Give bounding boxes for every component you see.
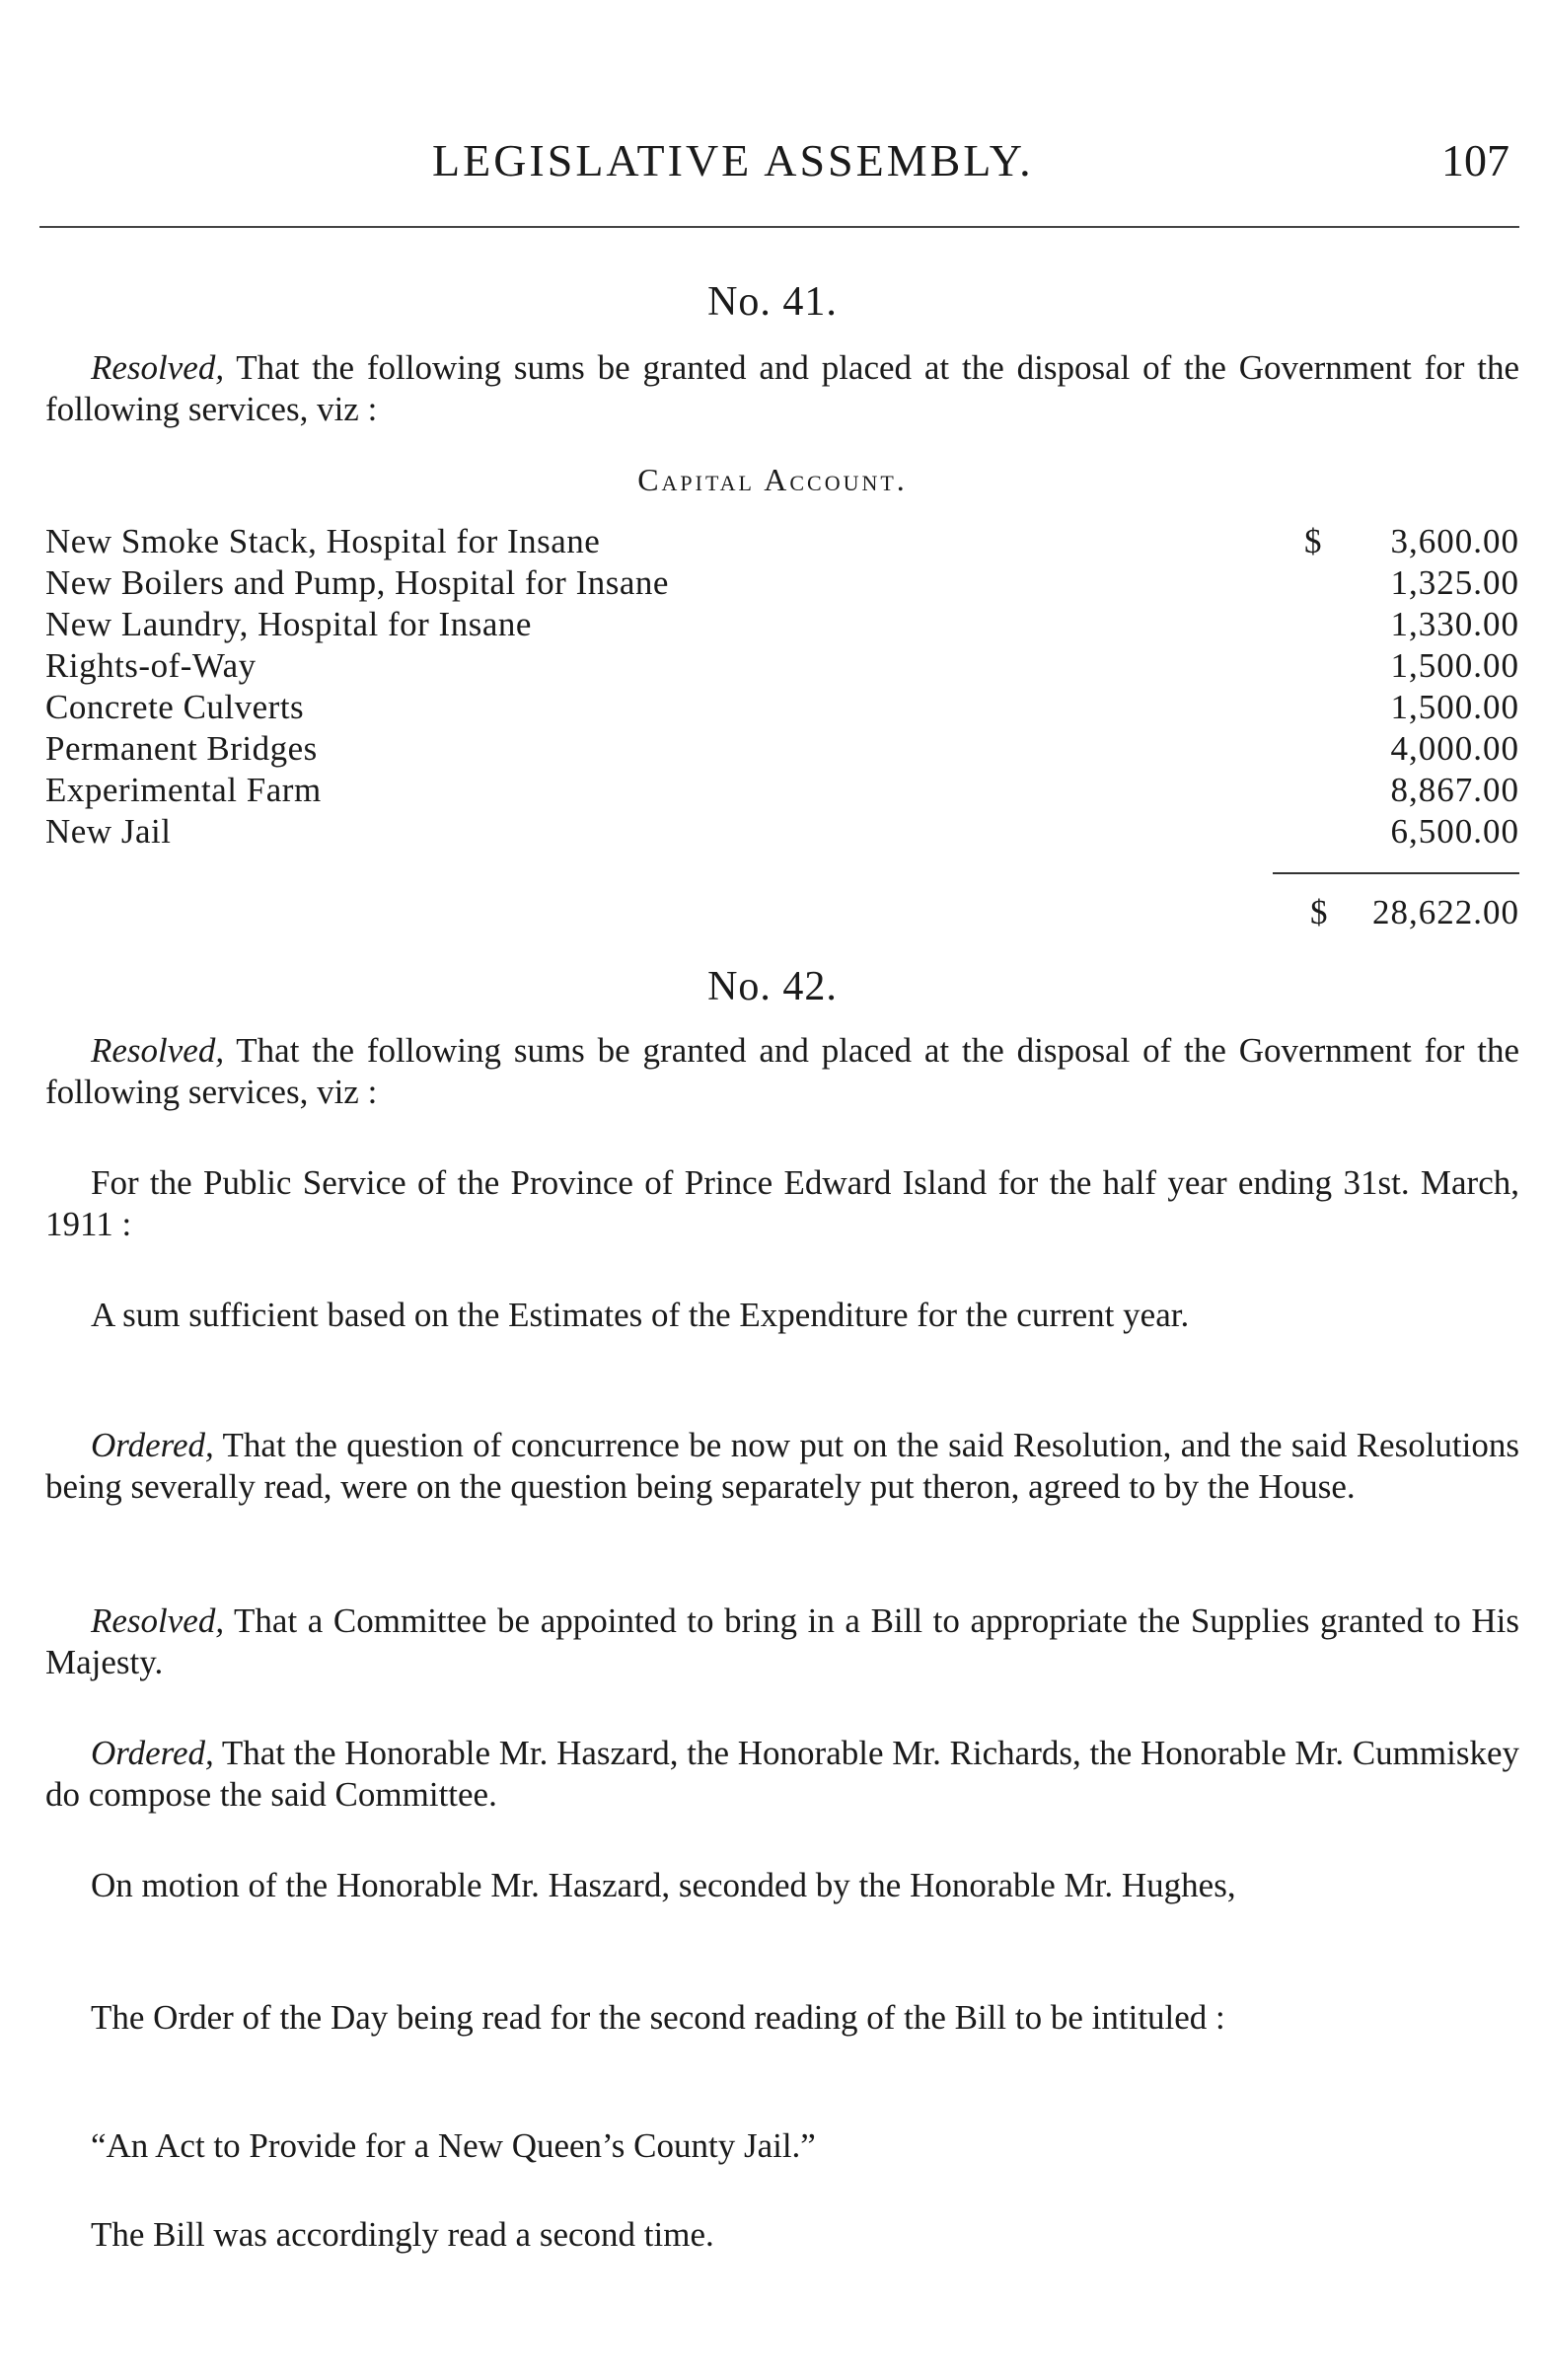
ledger-row bbox=[45, 770, 1519, 811]
sum-sufficient-text bbox=[45, 1295, 1519, 1336]
motion-text bbox=[45, 1865, 1519, 1906]
ordered-lead: Ordered, bbox=[91, 1734, 214, 1772]
ledger-currency: $ bbox=[1304, 522, 1322, 560]
public-service-text bbox=[45, 1162, 1519, 1245]
ledger-item-amount: 8,867.00 bbox=[1390, 771, 1519, 809]
ledger-item-amount: 1,330.00 bbox=[1390, 605, 1519, 643]
resolution-41-body: That the following sums be granted and placed at the disposal of the Government for the following services, viz : bbox=[45, 348, 1519, 428]
ordered-concurrence-body: That the question of concurrence be now put on the said Resolution, and the said Resolutions being severally read, were on the question being separately put theron, agreed to by the House. bbox=[45, 1426, 1519, 1506]
order-of-day-text bbox=[45, 1997, 1519, 2039]
resolution-41-paragraph bbox=[45, 347, 1519, 430]
ledger-item-amount: 1,500.00 bbox=[1390, 688, 1519, 726]
committee-members-body: That the Honorable Mr. Haszard, the Honorable Mr. Richards, the Honorable Mr. Cummiskey do compose the said Committee. bbox=[45, 1734, 1519, 1814]
capital-account-ledger bbox=[45, 521, 1519, 853]
bill-title-paragraph: “An Act to Provide for a New Queen’s County Jail.” bbox=[91, 2126, 816, 2165]
ordered-lead: Ordered, bbox=[91, 1426, 214, 1464]
order-of-day-paragraph: The Order of the Day being read for the second reading of the Bill to be intituled : bbox=[91, 1998, 1225, 2037]
resolution-41-text bbox=[45, 347, 1519, 430]
ledger-row bbox=[45, 811, 1519, 853]
ledger-item-label: Concrete Culverts bbox=[45, 688, 305, 726]
header-rule bbox=[39, 226, 1519, 228]
resolved-lead: Resolved, bbox=[91, 1031, 225, 1070]
motion-paragraph: On motion of the Honorable Mr. Haszard, seconded by the Honorable Mr. Hughes, bbox=[91, 1866, 1236, 1904]
running-title: LEGISLATIVE ASSEMBLY. bbox=[432, 135, 1034, 186]
ledger-item-label: New Boilers and Pump, Hospital for Insane bbox=[45, 563, 669, 602]
ledger-row bbox=[45, 562, 1519, 604]
resolved-lead: Resolved, bbox=[91, 1601, 225, 1640]
page-number: 107 bbox=[1441, 135, 1509, 186]
public-service-paragraph: For the Public Service of the Province of Prince Edward Island for the half year ending 31st. March, 1911 : bbox=[45, 1163, 1519, 1243]
committee-members-paragraph bbox=[45, 1733, 1519, 1816]
ledger-item-amount: 1,325.00 bbox=[1390, 563, 1519, 602]
ledger-item-label: Permanent Bridges bbox=[45, 729, 318, 768]
ledger-item-amount: 6,500.00 bbox=[1390, 812, 1519, 851]
total-rule bbox=[1273, 872, 1519, 874]
ledger-item-amount: 1,500.00 bbox=[1390, 646, 1519, 685]
resolved-lead: Resolved, bbox=[91, 348, 225, 387]
resolution-42-paragraph bbox=[45, 1030, 1519, 1113]
ledger-total bbox=[1273, 892, 1519, 933]
total-amount: 28,622.00 bbox=[1372, 893, 1519, 931]
ledger-item-label: Rights-of-Way bbox=[45, 646, 257, 685]
sum-sufficient-paragraph: A sum sufficient based on the Estimates of the Expenditure for the current year. bbox=[91, 1296, 1190, 1334]
committee-resolution-paragraph bbox=[45, 1600, 1519, 1683]
second-reading-paragraph: The Bill was accordingly read a second time. bbox=[91, 2215, 714, 2254]
running-head bbox=[0, 134, 1545, 193]
ledger-item-label: New Laundry, Hospital for Insane bbox=[45, 605, 532, 643]
ledger-row bbox=[45, 521, 1519, 562]
ledger-row bbox=[45, 728, 1519, 770]
committee-members-text bbox=[45, 1733, 1519, 1816]
ledger-row bbox=[45, 645, 1519, 687]
ledger-item-amount: 4,000.00 bbox=[1390, 729, 1519, 768]
ordered-concurrence-paragraph bbox=[45, 1425, 1519, 1508]
ledger-item-label: New Jail bbox=[45, 812, 172, 851]
resolution-42-heading: No. 42. bbox=[707, 964, 838, 1009]
capital-account-heading: Capital Account. bbox=[637, 462, 908, 497]
resolution-41-heading: No. 41. bbox=[707, 279, 838, 325]
ledger-item-label: New Smoke Stack, Hospital for Insane bbox=[45, 522, 601, 560]
committee-resolution-text bbox=[45, 1600, 1519, 1683]
second-reading-text bbox=[45, 2214, 1519, 2256]
ledger-item-amount: 3,600.00 bbox=[1390, 522, 1519, 560]
ledger-row bbox=[45, 604, 1519, 645]
ledger-item-label: Experimental Farm bbox=[45, 771, 322, 809]
ledger-row bbox=[45, 687, 1519, 728]
ordered-concurrence-text bbox=[45, 1425, 1519, 1508]
resolution-42-text bbox=[45, 1030, 1519, 1113]
resolution-42-body: That the following sums be granted and placed at the disposal of the Government for the following services, viz : bbox=[45, 1031, 1519, 1111]
total-currency: $ bbox=[1310, 893, 1328, 931]
committee-resolution-body: That a Committee be appointed to bring in a Bill to appropriate the Supplies granted to His Majesty. bbox=[45, 1601, 1519, 1681]
bill-title-text bbox=[45, 2125, 1519, 2167]
